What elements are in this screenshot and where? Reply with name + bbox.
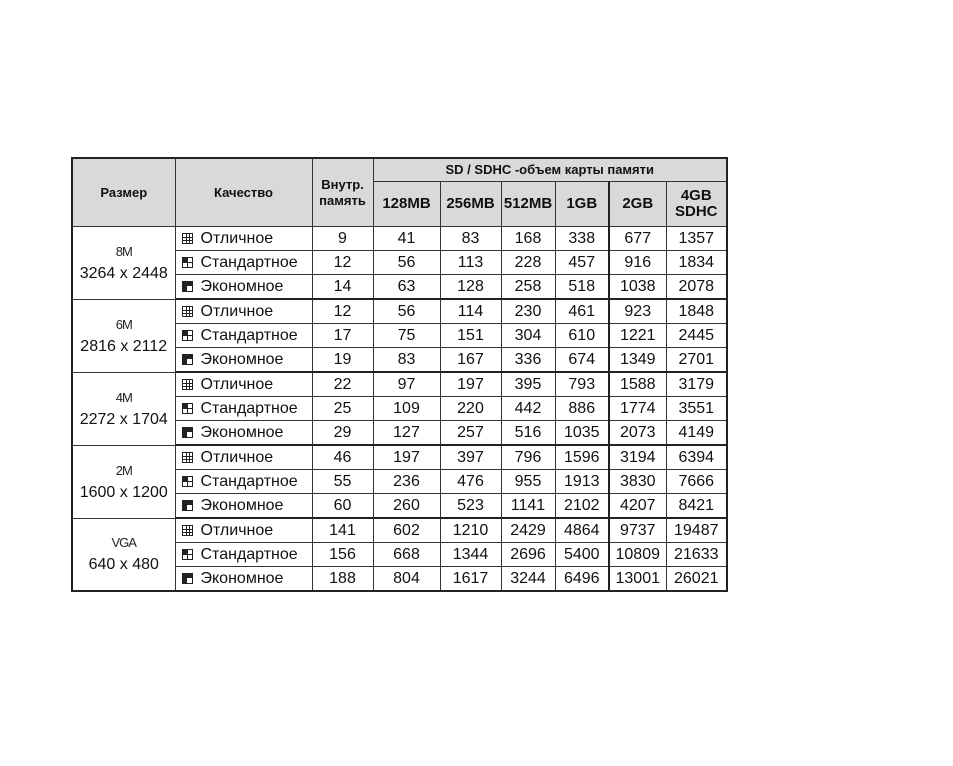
capacity-value: 336 bbox=[501, 348, 555, 373]
standard-quality-icon bbox=[182, 476, 193, 487]
resolution-icon: 2M bbox=[115, 462, 132, 478]
quality-cell bbox=[175, 518, 312, 543]
capacity-value: 2696 bbox=[501, 543, 555, 567]
quality-label: Экономное bbox=[200, 350, 284, 368]
capacity-value: 220 bbox=[440, 397, 501, 421]
capacity-header-128mb: 128MB bbox=[373, 182, 440, 227]
capacity-value: 3830 bbox=[609, 470, 666, 494]
internal-memory-value: 141 bbox=[312, 518, 373, 543]
standard-quality-icon bbox=[182, 403, 193, 414]
capacity-value: 236 bbox=[373, 470, 440, 494]
quality-label: Отличное bbox=[200, 375, 274, 393]
internal-memory-value: 46 bbox=[312, 445, 373, 470]
quality-label: Стандартное bbox=[200, 326, 298, 344]
capacity-value: 916 bbox=[609, 251, 666, 275]
table-row bbox=[72, 445, 727, 470]
internal-memory-value: 14 bbox=[312, 275, 373, 300]
capacity-value: 3551 bbox=[666, 397, 727, 421]
capacity-value: 518 bbox=[555, 275, 609, 300]
quality-cell bbox=[175, 470, 312, 494]
quality-label: Стандартное bbox=[200, 472, 298, 490]
quality-cell bbox=[175, 494, 312, 519]
capacity-value: 2102 bbox=[555, 494, 609, 519]
resolution-icon: 6M bbox=[115, 316, 132, 332]
quality-label: Отличное bbox=[200, 521, 274, 539]
table-row bbox=[72, 299, 727, 324]
capacity-value: 1834 bbox=[666, 251, 727, 275]
capacity-value: 97 bbox=[373, 372, 440, 397]
capacity-value: 19487 bbox=[666, 518, 727, 543]
capacity-value: 476 bbox=[440, 470, 501, 494]
internal-memory-value: 17 bbox=[312, 324, 373, 348]
capacity-value: 151 bbox=[440, 324, 501, 348]
capacity-value: 2073 bbox=[609, 421, 666, 446]
quality-cell bbox=[175, 299, 312, 324]
capacity-value: 2445 bbox=[666, 324, 727, 348]
capacity-value: 1221 bbox=[609, 324, 666, 348]
quality-label: Стандартное bbox=[200, 399, 298, 417]
quality-cell bbox=[175, 445, 312, 470]
fine-quality-icon bbox=[182, 233, 193, 244]
capacity-value: 516 bbox=[501, 421, 555, 446]
capacity-value: 1349 bbox=[609, 348, 666, 373]
capacity-value: 461 bbox=[555, 299, 609, 324]
internal-memory-value: 12 bbox=[312, 251, 373, 275]
quality-cell bbox=[175, 227, 312, 251]
capacity-value: 8421 bbox=[666, 494, 727, 519]
capacity-value: 1141 bbox=[501, 494, 555, 519]
quality-cell bbox=[175, 348, 312, 373]
capacity-value: 21633 bbox=[666, 543, 727, 567]
resolution-icon: VGA bbox=[111, 535, 136, 551]
capacity-value: 1774 bbox=[609, 397, 666, 421]
capacity-header-2gb: 2GB bbox=[609, 182, 666, 227]
quality-label: Стандартное bbox=[200, 545, 298, 563]
capacity-value: 793 bbox=[555, 372, 609, 397]
quality-cell bbox=[175, 275, 312, 300]
capacity-value: 167 bbox=[440, 348, 501, 373]
fine-quality-icon bbox=[182, 379, 193, 390]
capacity-value: 442 bbox=[501, 397, 555, 421]
standard-quality-icon bbox=[182, 549, 193, 560]
capacity-value: 1357 bbox=[666, 227, 727, 251]
capacity-value: 610 bbox=[555, 324, 609, 348]
quality-label: Экономное bbox=[200, 496, 284, 514]
capacity-value: 10809 bbox=[609, 543, 666, 567]
quality-column-header: Качество bbox=[175, 158, 312, 227]
capacity-header-512mb: 512MB bbox=[501, 182, 555, 227]
table-row bbox=[72, 372, 727, 397]
image-size-cell bbox=[72, 227, 175, 300]
capacity-value: 677 bbox=[609, 227, 666, 251]
economy-quality-icon bbox=[182, 354, 193, 365]
capacity-value: 197 bbox=[373, 445, 440, 470]
resolution-label: 3264 x 2448 bbox=[79, 264, 168, 282]
capacity-value: 395 bbox=[501, 372, 555, 397]
sd-card-capacity-header: SD / SDHC -объем карты памяти bbox=[373, 158, 727, 182]
capacity-value: 1344 bbox=[440, 543, 501, 567]
quality-label: Экономное bbox=[200, 423, 284, 441]
image-size-cell bbox=[72, 372, 175, 445]
capacity-value: 63 bbox=[373, 275, 440, 300]
economy-quality-icon bbox=[182, 281, 193, 292]
quality-label: Стандартное bbox=[200, 253, 298, 271]
capacity-value: 457 bbox=[555, 251, 609, 275]
capacity-value: 1038 bbox=[609, 275, 666, 300]
fine-quality-icon bbox=[182, 452, 193, 463]
internal-memory-value: 55 bbox=[312, 470, 373, 494]
capacity-header-1gb: 1GB bbox=[555, 182, 609, 227]
capacity-value: 796 bbox=[501, 445, 555, 470]
capacity-value: 4207 bbox=[609, 494, 666, 519]
quality-label: Отличное bbox=[200, 448, 274, 466]
fine-quality-icon bbox=[182, 306, 193, 317]
capacity-value: 3179 bbox=[666, 372, 727, 397]
resolution-icon: 4M bbox=[115, 389, 132, 405]
capacity-value: 26021 bbox=[666, 567, 727, 592]
quality-label: Экономное bbox=[200, 277, 284, 295]
capacity-value: 113 bbox=[440, 251, 501, 275]
capacity-value: 523 bbox=[440, 494, 501, 519]
quality-label: Отличное bbox=[200, 302, 274, 320]
capacity-header-4gb-sdhc bbox=[666, 182, 727, 227]
capacity-value: 230 bbox=[501, 299, 555, 324]
internal-memory-value: 188 bbox=[312, 567, 373, 592]
resolution-label: 2816 x 2112 bbox=[80, 337, 168, 355]
capacity-value: 6394 bbox=[666, 445, 727, 470]
quality-label: Экономное bbox=[200, 569, 284, 587]
capacity-value: 2429 bbox=[501, 518, 555, 543]
quality-label: Отличное bbox=[200, 229, 274, 247]
resolution-icon: 8M bbox=[115, 243, 132, 259]
capacity-value: 168 bbox=[501, 227, 555, 251]
capacity-value: 4149 bbox=[666, 421, 727, 446]
table-body bbox=[72, 227, 727, 592]
internal-memory-header-line1: Внутр. bbox=[321, 176, 364, 192]
capacity-value: 109 bbox=[373, 397, 440, 421]
capacity-value: 3244 bbox=[501, 567, 555, 592]
internal-memory-value: 12 bbox=[312, 299, 373, 324]
capacity-value: 83 bbox=[440, 227, 501, 251]
capacity-value: 41 bbox=[373, 227, 440, 251]
capacity-value: 3194 bbox=[609, 445, 666, 470]
economy-quality-icon bbox=[182, 427, 193, 438]
size-column-header: Размер bbox=[72, 158, 175, 227]
memory-capacity-table bbox=[71, 157, 728, 592]
standard-quality-icon bbox=[182, 330, 193, 341]
internal-memory-value: 29 bbox=[312, 421, 373, 446]
table-row bbox=[72, 518, 727, 543]
capacity-value: 2701 bbox=[666, 348, 727, 373]
capacity-value: 228 bbox=[501, 251, 555, 275]
fine-quality-icon bbox=[182, 525, 193, 536]
capacity-value: 304 bbox=[501, 324, 555, 348]
quality-cell bbox=[175, 324, 312, 348]
internal-memory-header bbox=[312, 158, 373, 227]
capacity-value: 257 bbox=[440, 421, 501, 446]
capacity-value: 128 bbox=[440, 275, 501, 300]
quality-cell bbox=[175, 372, 312, 397]
internal-memory-header-line2: память bbox=[319, 192, 366, 208]
capacity-value: 2078 bbox=[666, 275, 727, 300]
resolution-label: 2272 x 1704 bbox=[79, 410, 168, 428]
capacity-value: 1913 bbox=[555, 470, 609, 494]
capacity-value: 1035 bbox=[555, 421, 609, 446]
quality-cell bbox=[175, 543, 312, 567]
capacity-value: 338 bbox=[555, 227, 609, 251]
economy-quality-icon bbox=[182, 500, 193, 511]
capacity-value: 804 bbox=[373, 567, 440, 592]
resolution-label: 1600 x 1200 bbox=[79, 483, 168, 501]
capacity-value: 75 bbox=[373, 324, 440, 348]
capacity-value: 127 bbox=[373, 421, 440, 446]
capacity-value: 1588 bbox=[609, 372, 666, 397]
capacity-value: 258 bbox=[501, 275, 555, 300]
economy-quality-icon bbox=[182, 573, 193, 584]
sdhc-header-line1: 4GB bbox=[680, 187, 712, 204]
internal-memory-value: 25 bbox=[312, 397, 373, 421]
table-row bbox=[72, 227, 727, 251]
capacity-value: 9737 bbox=[609, 518, 666, 543]
capacity-value: 886 bbox=[555, 397, 609, 421]
capacity-value: 197 bbox=[440, 372, 501, 397]
internal-memory-value: 60 bbox=[312, 494, 373, 519]
image-size-cell bbox=[72, 445, 175, 518]
capacity-value: 56 bbox=[373, 251, 440, 275]
capacity-value: 4864 bbox=[555, 518, 609, 543]
capacity-value: 955 bbox=[501, 470, 555, 494]
internal-memory-value: 19 bbox=[312, 348, 373, 373]
capacity-value: 1596 bbox=[555, 445, 609, 470]
internal-memory-value: 22 bbox=[312, 372, 373, 397]
quality-cell bbox=[175, 397, 312, 421]
capacity-value: 6496 bbox=[555, 567, 609, 592]
standard-quality-icon bbox=[182, 257, 193, 268]
capacity-value: 5400 bbox=[555, 543, 609, 567]
image-size-cell bbox=[72, 518, 175, 591]
capacity-value: 668 bbox=[373, 543, 440, 567]
capacity-value: 1848 bbox=[666, 299, 727, 324]
quality-cell bbox=[175, 251, 312, 275]
capacity-value: 1210 bbox=[440, 518, 501, 543]
capacity-value: 13001 bbox=[609, 567, 666, 592]
capacity-value: 923 bbox=[609, 299, 666, 324]
capacity-value: 397 bbox=[440, 445, 501, 470]
capacity-value: 83 bbox=[373, 348, 440, 373]
capacity-value: 1617 bbox=[440, 567, 501, 592]
quality-cell bbox=[175, 421, 312, 446]
capacity-value: 260 bbox=[373, 494, 440, 519]
capacity-value: 114 bbox=[440, 299, 501, 324]
internal-memory-value: 9 bbox=[312, 227, 373, 251]
capacity-value: 7666 bbox=[666, 470, 727, 494]
capacity-value: 56 bbox=[373, 299, 440, 324]
capacity-header-256mb: 256MB bbox=[440, 182, 501, 227]
quality-cell bbox=[175, 567, 312, 592]
resolution-label: 640 x 480 bbox=[88, 556, 159, 574]
internal-memory-value: 156 bbox=[312, 543, 373, 567]
image-size-cell bbox=[72, 299, 175, 372]
capacity-value: 674 bbox=[555, 348, 609, 373]
sdhc-header-line2: SDHC bbox=[674, 203, 718, 220]
capacity-value: 602 bbox=[373, 518, 440, 543]
